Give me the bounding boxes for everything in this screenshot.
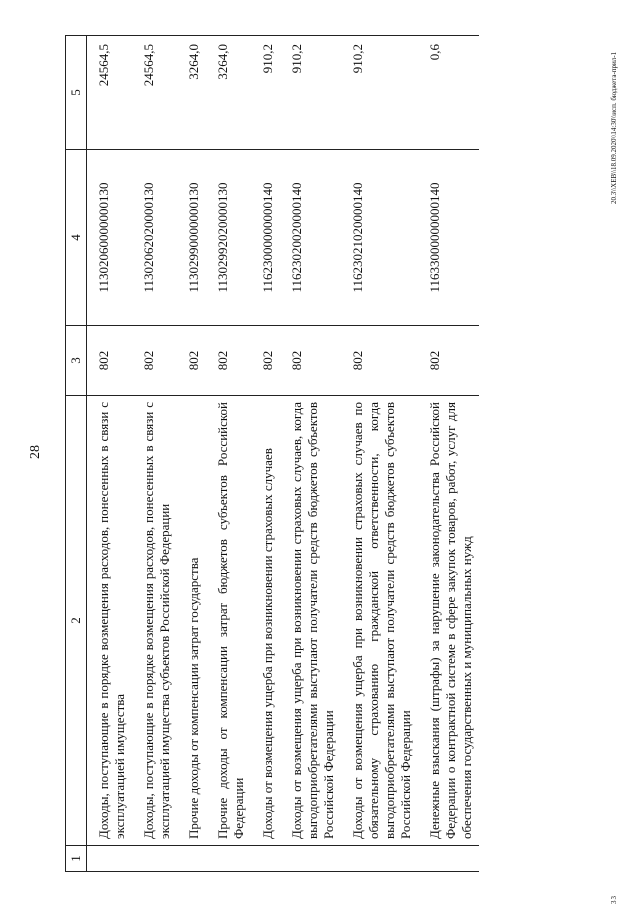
row-admin-code: 802 <box>280 326 341 396</box>
row-admin-code: 802 <box>132 326 177 396</box>
table-header-row <box>66 36 87 872</box>
row-name: Прочие доходы от компенсации затрат бюджетов субъектов Российской Федерации <box>206 396 251 846</box>
row-index-cell <box>251 846 280 872</box>
row-budget-code: 11302990000000130 <box>177 150 206 326</box>
row-index-cell <box>132 846 177 872</box>
file-reference-note: 20.3\\XEB\\18.09.2020\\14:30\\исп. бюджета-прил-1 <box>610 51 618 204</box>
row-admin-code: 802 <box>177 326 206 396</box>
row-budget-code: 11623000000000140 <box>251 150 280 326</box>
table-row <box>341 36 418 872</box>
row-budget-code: 11623021020000140 <box>341 150 418 326</box>
row-index-cell <box>280 846 341 872</box>
row-index-cell <box>87 846 133 872</box>
row-name: Доходы от возмещения ущерба при возникновении страховых случаев, когда выгодоприобретателями выступают получатели средств бюджетов субъектов Российской Федерации <box>280 396 341 846</box>
table-row <box>418 36 479 872</box>
row-name: Доходы от возмещения ущерба при возникновении страховых случаев по обязательному страхованию гражданской ответственности, когда выгодоприобретателями выступают получатели средств бюджетов субъектов Российской Федерации <box>341 396 418 846</box>
row-admin-code: 802 <box>87 326 133 396</box>
row-budget-code: 11302992020000130 <box>206 150 251 326</box>
row-index-cell <box>206 846 251 872</box>
table-row <box>251 36 280 872</box>
row-budget-code: 11302060000000130 <box>87 150 133 326</box>
table-row <box>132 36 177 872</box>
row-name: Доходы от возмещения ущерба при возникновении страховых случаев <box>251 396 280 846</box>
header-col-1: 1 <box>66 846 87 872</box>
row-index-cell <box>177 846 206 872</box>
header-col-4: 4 <box>66 150 87 326</box>
row-admin-code: 802 <box>251 326 280 396</box>
row-admin-code: 802 <box>418 326 479 396</box>
row-amount: 3264,0 <box>206 36 251 150</box>
page-edge-number: 33 <box>610 895 618 904</box>
row-amount: 910,2 <box>341 36 418 150</box>
row-name: Доходы, поступающие в порядке возмещения расходов, понесенных в связи с эксплуатацией имущества субъектов Российской Федерации <box>132 396 177 846</box>
row-name: Денежные взыскания (штрафы) за нарушение законодательства Российской Федерации о контрактной системе в сфере закупок товаров, работ, услуг для обеспечения государственных и муниципальных нужд <box>418 396 479 846</box>
revenue-table <box>65 35 479 872</box>
row-name: Прочие доходы от компенсации затрат государства <box>177 396 206 846</box>
row-index-cell <box>418 846 479 872</box>
row-amount: 910,2 <box>280 36 341 150</box>
table-row <box>280 36 341 872</box>
row-amount: 0,6 <box>418 36 479 150</box>
table-row <box>177 36 206 872</box>
page-number: 28 <box>28 445 43 459</box>
row-amount: 24564,5 <box>87 36 133 150</box>
table-row <box>87 36 133 872</box>
row-admin-code: 802 <box>206 326 251 396</box>
row-amount: 910,2 <box>251 36 280 150</box>
row-amount: 24564,5 <box>132 36 177 150</box>
row-budget-code: 11623020020000140 <box>280 150 341 326</box>
header-col-3: 3 <box>66 326 87 396</box>
row-name: Доходы, поступающие в порядке возмещения расходов, понесенных в связи с эксплуатацией имущества <box>87 396 133 846</box>
header-col-2: 2 <box>66 396 87 846</box>
header-col-5: 5 <box>66 36 87 150</box>
row-budget-code: 11302062020000130 <box>132 150 177 326</box>
row-index-cell <box>341 846 418 872</box>
row-budget-code: 11633000000000140 <box>418 150 479 326</box>
table-row <box>206 36 251 872</box>
row-amount: 3264,0 <box>177 36 206 150</box>
row-admin-code: 802 <box>341 326 418 396</box>
